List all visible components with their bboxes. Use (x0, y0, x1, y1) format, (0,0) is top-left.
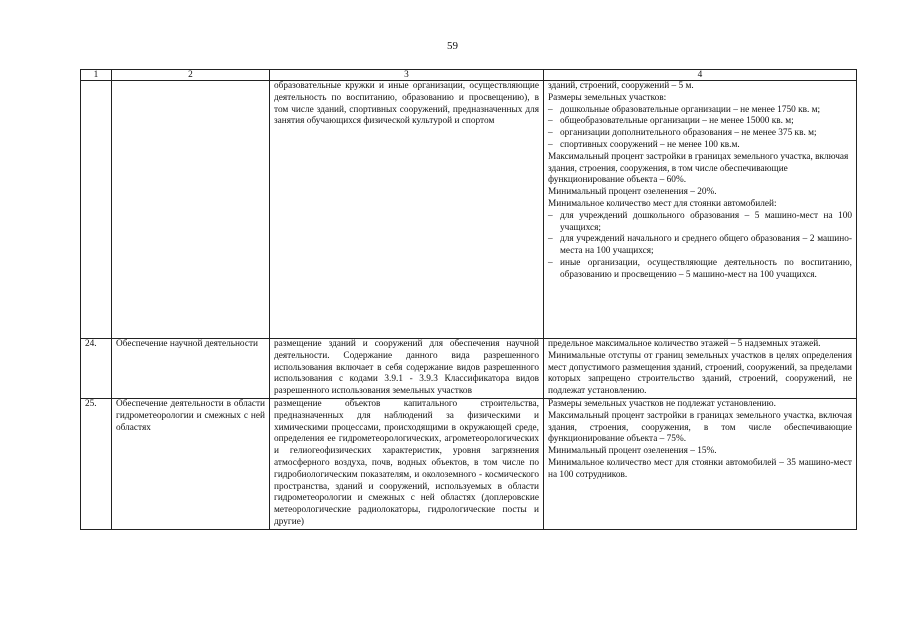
parameter-text: зданий, строений, сооружений – 5 м. (548, 81, 694, 91)
header-cell: 2 (112, 70, 270, 81)
list-item: – дошкольные образовательные организации – не менее 1750 кв. м; (548, 104, 821, 115)
parameters-cell (544, 81, 857, 339)
parameter-text: Минимальное количество мест для стоянки автомобилей: (548, 198, 777, 209)
list-item: – организации дополнительного образования – не менее 375 кв. м; (548, 128, 817, 139)
use-description-cell: размещение объектов капитального строительства, предназначенных для наблюдений за физическими и химическими процессами, происходящими в окружающей среде, определения ее гидрометеорологических, агрометеорологических и гелиогеофизических характеристик, уровня загрязнения атмосферного воздуха, почв, водных объектов, в том числе по гидробиологическим показателям, и околоземного - космического пространства, зданий и сооружений, используемых в области гидрометеорологии и смежных с ней областях (доплеровские метеорологические радиолокаторы, гидрологические посты и другие) (270, 398, 544, 529)
parameter-text: Максимальный процент застройки в границах земельного участка, включая здания, строения, сооружения, в том числе обеспечивающие функционирование объекта – 60%. (548, 151, 849, 186)
table-header-row (81, 70, 857, 81)
parameter-text: Размеры земельных участков: (548, 92, 667, 103)
header-cell: 4 (544, 70, 857, 81)
parameter-text: предельное максимальное количество этажей – 5 надземных этажей. (548, 339, 821, 349)
table-row (81, 339, 857, 399)
header-cell: 1 (81, 70, 112, 81)
use-description-cell: размещение зданий и сооружений для обеспечения научной деятельности. Содержание данного вида разрешенного использования включает в себя содержание видов разрешенного использования с кодами 3.9.1 - 3.9.3 Классификатора видов разрешенного использования земельных участков (270, 339, 544, 399)
parameters-cell (544, 398, 857, 529)
row-number-cell: 24. (81, 339, 112, 399)
list-item: – для учреждений начального и среднего общего образования – 2 машино-места на 100 учащихся; (548, 234, 852, 257)
list-item: – для учреждений дошкольного образования – 5 машино-мест на 100 учащихся; (548, 210, 852, 233)
parameter-text: Минимальный процент озеленения – 15%. (548, 446, 717, 457)
row-number-cell: 25. (81, 398, 112, 529)
table-row (81, 398, 857, 529)
table-row (81, 81, 857, 339)
parameter-text: Минимальный процент озеленения – 20%. (548, 187, 717, 198)
use-name-cell: Обеспечение деятельности в области гидрометеорологии и смежных с ней областях (112, 398, 270, 529)
use-description-cell: образовательные кружки и иные организации, осуществляющие деятельность по воспитанию, образованию и просвещению), в том числе зданий, спортивных сооружений, предназначенных для занятия обучающихся физической культурой и спортом (270, 81, 544, 339)
list-item: – спортивных сооружений – не менее 100 кв.м. (548, 139, 740, 150)
parameter-text: Минимальные отступы от границ земельных участков в целях определения мест допустимого размещения зданий, строений, сооружений, за пределами которых запрещено строительство зданий, строений, сооружений, не подлежат установлению. (548, 350, 852, 397)
use-name-cell (112, 81, 270, 339)
header-cell: 3 (270, 70, 544, 81)
regulations-table (80, 69, 857, 530)
list-item: – общеобразовательные организации – не менее 15000 кв. м; (548, 116, 794, 127)
parameter-text: Минимальное количество мест для стоянки автомобилей – 35 машино-мест на 100 сотрудников. (548, 457, 852, 480)
list-item: – иные организации, осуществляющие деятельность по воспитанию, образованию и просвещению – 5 машино-мест на 100 учащихся. (548, 257, 852, 280)
parameters-cell (544, 339, 857, 399)
page-number: 59 (447, 40, 458, 52)
parameter-text: Максимальный процент застройки в границах земельного участка, включая здания, строения, сооружения, в том числе обеспечивающие функционирование объекта – 75%. (548, 410, 852, 445)
row-number-cell (81, 81, 112, 339)
use-name-cell: Обеспечение научной деятельности (112, 339, 270, 399)
parameter-text: Размеры земельных участков не подлежат установлению. (548, 398, 776, 409)
